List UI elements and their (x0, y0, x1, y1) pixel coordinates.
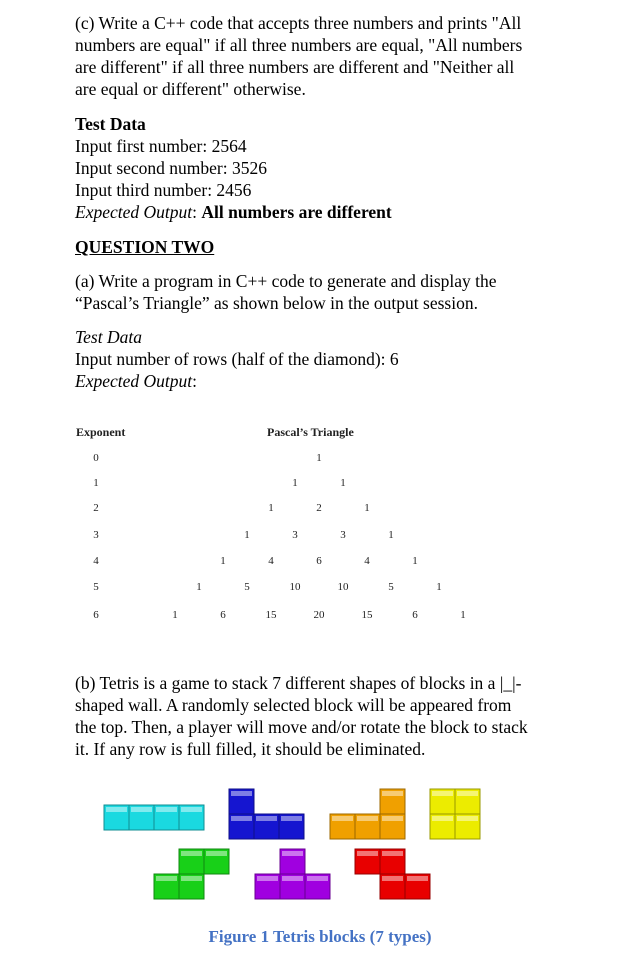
exponent-label: 0 (93, 452, 99, 464)
tetris-cell (179, 874, 204, 899)
input-third-number: Input third number: 2456 (75, 180, 252, 200)
pascal-value: 1 (220, 555, 226, 567)
part-c-test-data (75, 113, 575, 223)
test-data-heading: Test Data (75, 114, 146, 134)
part-b-line-2: shaped wall. A randomly selected block will be appeared from (75, 695, 512, 715)
tetris-cell-highlight (106, 807, 127, 812)
tetris-cell-highlight (382, 816, 403, 821)
exponent-label: 2 (93, 502, 99, 514)
part-a-question (75, 270, 575, 314)
tetris-block-j (229, 789, 304, 839)
tetris-cell-highlight (256, 816, 277, 821)
exponent-label: 3 (93, 529, 99, 541)
part-c-question (75, 12, 575, 100)
part-a-test-data (75, 326, 575, 392)
tetris-cell (355, 814, 380, 839)
exponent-header: Exponent (76, 425, 126, 439)
tetris-cell (430, 814, 455, 839)
input-first-number: Input first number: 2564 (75, 136, 247, 156)
pascal-value: 1 (364, 502, 370, 514)
tetris-cell-highlight (181, 807, 202, 812)
tetris-cell-highlight (181, 876, 202, 881)
exponent-label: 6 (93, 609, 99, 621)
part-c-line-1: (c) Write a C++ code that accepts three numbers and prints "All (75, 13, 522, 33)
pascal-value: 3 (292, 529, 298, 541)
tetris-cell-highlight (206, 851, 227, 856)
pascal-value: 1 (316, 452, 322, 464)
part-b-question (75, 672, 595, 760)
tetris-block-t (255, 849, 330, 899)
tetris-cell (229, 814, 254, 839)
tetris-cell (154, 874, 179, 899)
pascal-rows (172, 452, 466, 621)
pascal-value: 1 (196, 581, 202, 593)
pascal-value: 1 (460, 609, 466, 621)
pascal-value: 1 (436, 581, 442, 593)
question-two (75, 236, 575, 258)
exponent-label: 5 (93, 581, 99, 593)
pascal-value: 1 (244, 529, 250, 541)
tetris-block-s (154, 849, 229, 899)
tetris-cell-highlight (457, 816, 478, 821)
part-a-test-data-label: Test Data (75, 327, 142, 347)
pascal-value: 10 (289, 581, 301, 593)
tetris-cell-highlight (131, 807, 152, 812)
tetris-cell-highlight (231, 816, 252, 821)
part-a-expected-label: Expected Output (75, 371, 193, 391)
tetris-cell-highlight (156, 807, 177, 812)
tetris-cell-highlight (382, 851, 403, 856)
tetris-cell (280, 874, 305, 899)
question-two-heading: QUESTION TWO (75, 237, 215, 257)
tetris-cell-highlight (282, 851, 303, 856)
tetris-cell-highlight (357, 816, 378, 821)
part-a-input-line: Input number of rows (half of the diamond): 6 (75, 349, 399, 369)
pascal-value: 3 (340, 529, 346, 541)
part-a-line-2: “Pascal’s Triangle” as shown below in the output session. (75, 293, 478, 313)
pascal-value: 4 (364, 555, 370, 567)
tetris-cell (380, 789, 405, 814)
exponent-label: 4 (93, 555, 99, 567)
pascal-value: 1 (412, 555, 418, 567)
pascal-value: 1 (388, 529, 394, 541)
tetris-cell-highlight (432, 816, 453, 821)
tetris-cell (255, 874, 280, 899)
expected-output-separator: : (192, 202, 202, 222)
tetris-cell (455, 789, 480, 814)
pascal-value: 1 (292, 477, 298, 489)
tetris-cell-highlight (181, 851, 202, 856)
tetris-cell-highlight (332, 816, 353, 821)
tetris-cell-highlight (231, 791, 252, 796)
tetris-cell-highlight (282, 876, 303, 881)
tetris-cell (430, 789, 455, 814)
part-c-line-4: are equal or different" otherwise. (75, 79, 306, 99)
tetris-block-l (330, 789, 405, 839)
pascal-value: 15 (265, 609, 277, 621)
tetris-cell-highlight (432, 791, 453, 796)
exponent-column (93, 452, 99, 621)
tetris-cell (355, 849, 380, 874)
tetris-cell-highlight (382, 791, 403, 796)
tetris-cell (455, 814, 480, 839)
tetris-cell (179, 805, 204, 830)
expected-output-value: All numbers are different (201, 202, 392, 222)
pascal-value: 5 (244, 581, 250, 593)
tetris-cell (154, 805, 179, 830)
pascal-value: 5 (388, 581, 394, 593)
tetris-cell (380, 849, 405, 874)
tetris-cell-highlight (457, 791, 478, 796)
tetris-cell-highlight (357, 851, 378, 856)
tetris-cell-highlight (156, 876, 177, 881)
part-b-line-3: the top. Then, a player will move and/or rotate the block to stack (75, 717, 528, 737)
tetris-cell (254, 814, 279, 839)
pascal-value: 2 (316, 502, 322, 514)
tetris-cell (279, 814, 304, 839)
tetris-cell (305, 874, 330, 899)
pascal-value: 4 (268, 555, 274, 567)
tetris-cell (179, 849, 204, 874)
tetris-cell (380, 874, 405, 899)
tetris-cell (380, 814, 405, 839)
exponent-label: 1 (93, 477, 99, 489)
expected-output-label: Expected Output (75, 202, 193, 222)
tetris-cell-highlight (382, 876, 403, 881)
pascal-value: 10 (337, 581, 349, 593)
part-c-line-3: are different" if all three numbers are different and "Neither all (75, 57, 515, 77)
pascal-value: 20 (313, 609, 325, 621)
input-second-number: Input second number: 3526 (75, 158, 267, 178)
figure-caption: Figure 1 Tetris blocks (7 types) (208, 927, 432, 946)
tetris-cell-highlight (407, 876, 428, 881)
tetris-block-z (355, 849, 430, 899)
tetris-cell (204, 849, 229, 874)
tetris-cell (280, 849, 305, 874)
tetris-cell (104, 805, 129, 830)
part-a-line-1: (a) Write a program in C++ code to generate and display the (75, 271, 497, 291)
pascal-value: 1 (268, 502, 274, 514)
tetris-block-o (430, 789, 480, 839)
part-a-expected-colon: : (192, 371, 197, 391)
pascal-value: 6 (220, 609, 226, 621)
tetris-cell-highlight (307, 876, 328, 881)
pascal-title: Pascal’s Triangle (267, 425, 354, 439)
tetris-cell-highlight (257, 876, 278, 881)
expected-output-line (75, 201, 575, 223)
tetris-cell (330, 814, 355, 839)
tetris-cell (129, 805, 154, 830)
tetris-cell-highlight (281, 816, 302, 821)
part-c-line-2: numbers are equal" if all three numbers are equal, "All numbers (75, 35, 523, 55)
pascal-value: 6 (316, 555, 322, 567)
pascal-value: 1 (340, 477, 346, 489)
tetris-block-i (104, 805, 204, 830)
part-b-line-4: it. If any row is full filled, it should be eliminated. (75, 739, 426, 759)
pascal-value: 6 (412, 609, 418, 621)
pascal-value: 15 (361, 609, 373, 621)
tetris-cell (405, 874, 430, 899)
pascal-value: 1 (172, 609, 178, 621)
tetris-cell (229, 789, 254, 814)
part-a-expected-line (75, 370, 575, 392)
part-b-line-1: (b) Tetris is a game to stack 7 different shapes of blocks in a |_|- (75, 673, 522, 693)
